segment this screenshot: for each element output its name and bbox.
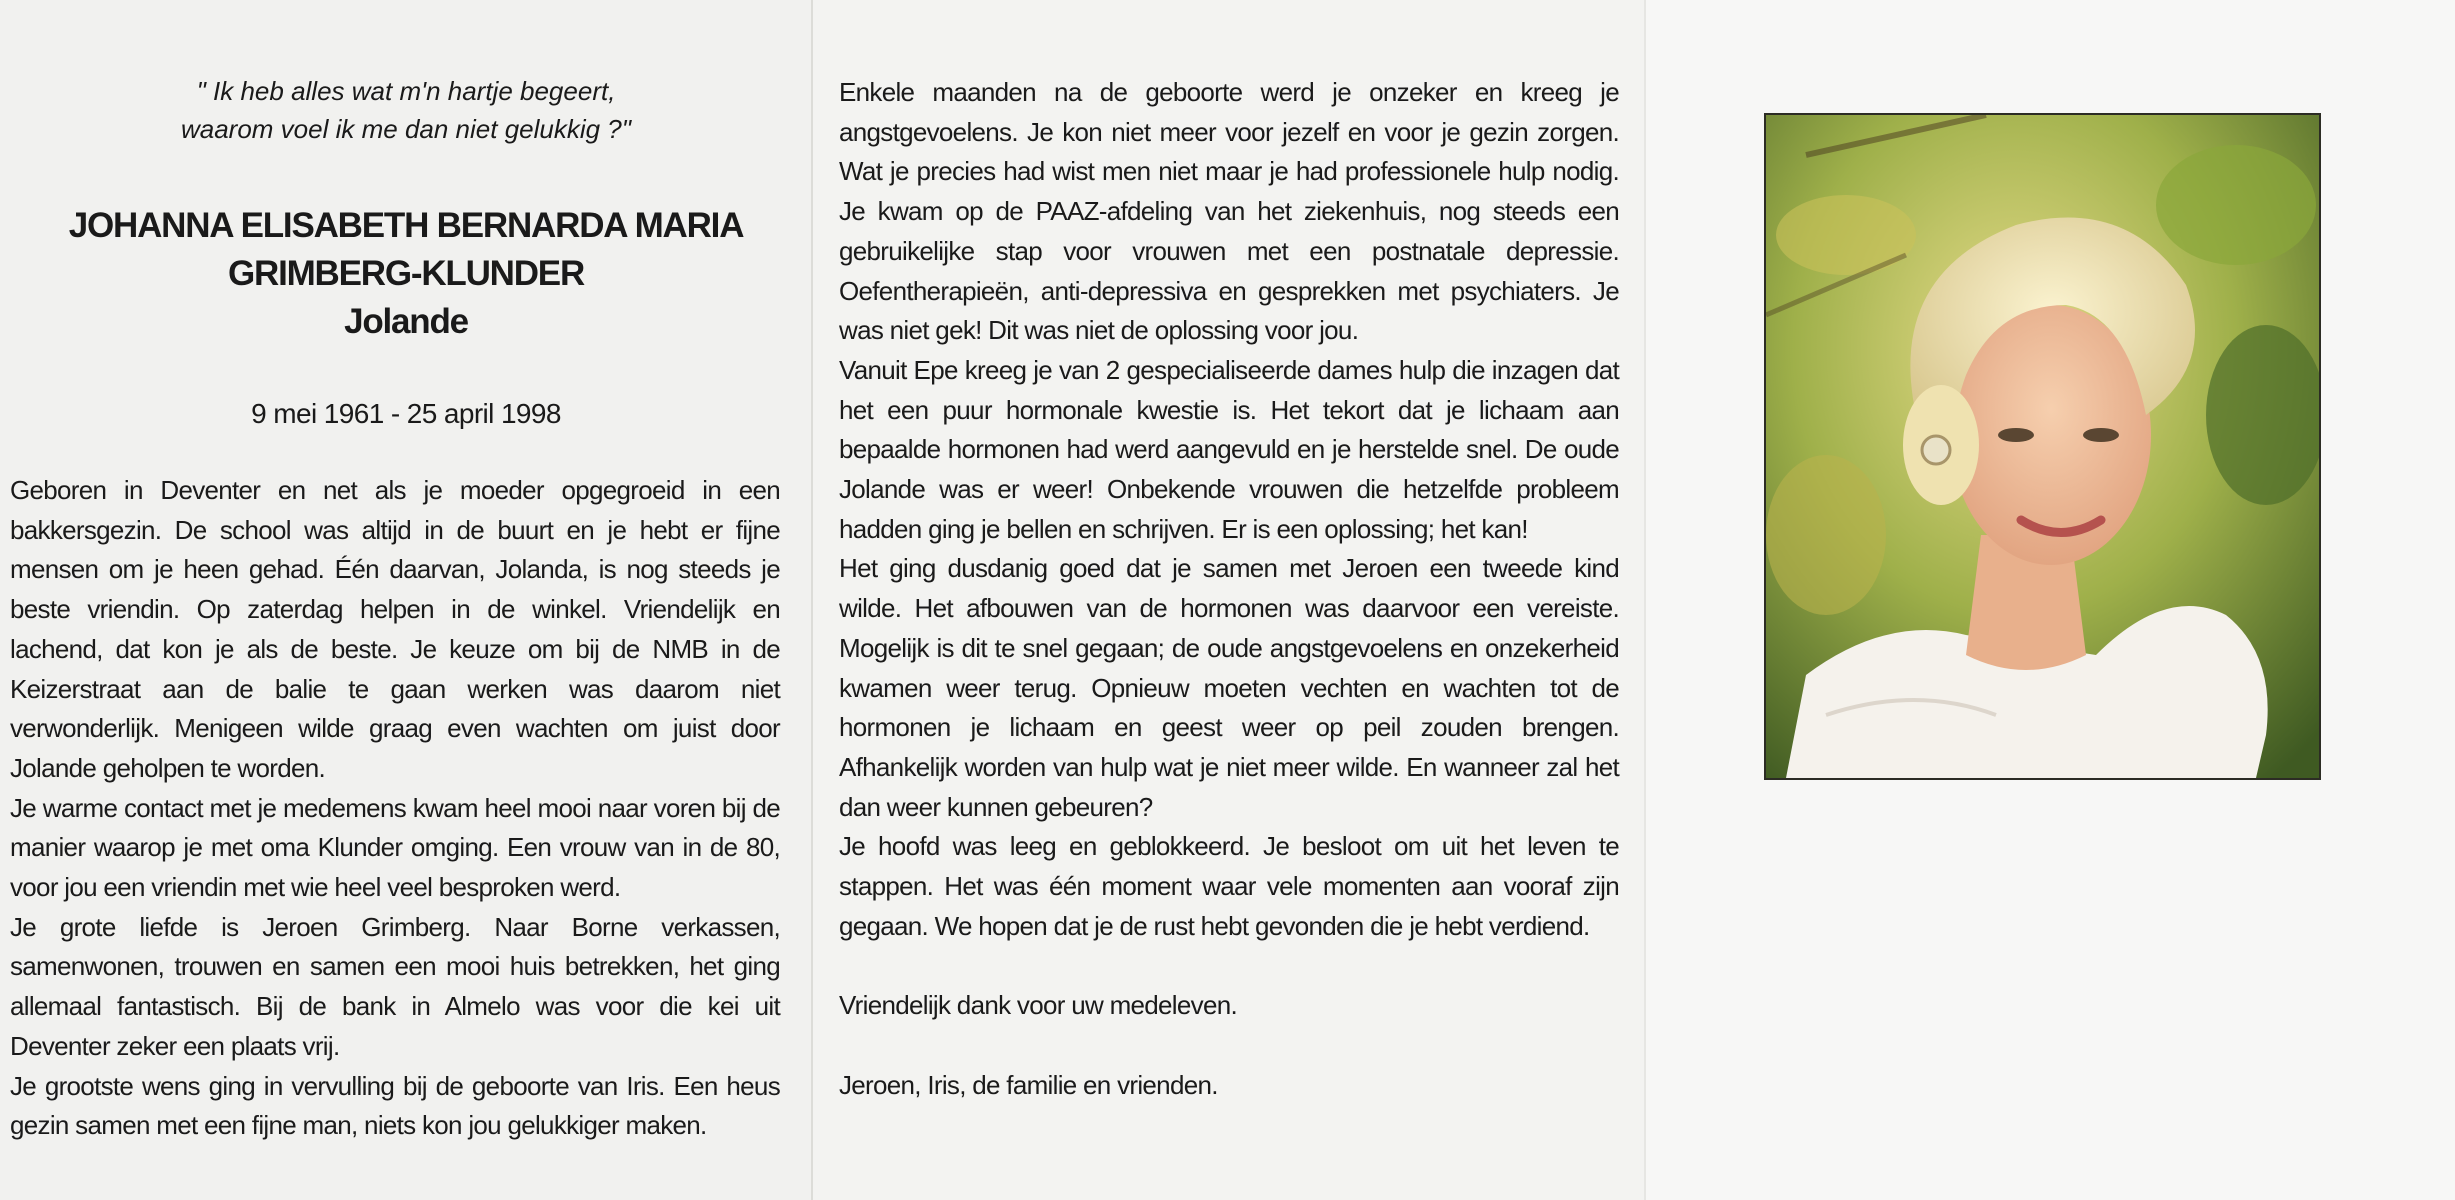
- paragraph-childhood: Geboren in Deventer en net als je moeder opgegroeid in een bakkersgezin. De school was altijd in de buurt en je hebt er fijne mensen om je heen gehad. Één daarvan, Jolanda, is nog steeds je beste vriendin. Op zaterdag helpen in de winkel. Vriendelijk en lachend, dat kon je als de beste. Je keuze om bij de NMB in de Keizerstraat aan de balie te gaan werken was daarom niet verwonderlijk. Menigeen wilde graag even wachten om juist door Jolande geholpen te worden.: [10, 475, 780, 783]
- paragraph-oma-klunder: Je warme contact met je medemens kwam heel mooi naar voren bij de manier waarop je met oma Klunder omging. Een vrouw van in de 80, voor jou een vriendin met wie heel veel besproken werd.: [10, 792, 780, 903]
- signature-line: Jeroen, Iris, de familie en vrienden.: [839, 1069, 1218, 1100]
- portrait-image: [1766, 115, 2319, 778]
- motto-line-1: " Ik heb alles wat m'n hartje begeert,: [196, 76, 616, 106]
- full-given-names: JOHANNA ELISABETH BERNARDA MARIA: [68, 206, 744, 245]
- middle-biography: [839, 73, 1619, 1105]
- fold-line: [811, 0, 813, 1200]
- thanks-line: Vriendelijk dank voor uw medeleven.: [839, 990, 1237, 1021]
- life-dates: 9 mei 1961 - 25 april 1998: [251, 398, 561, 429]
- motto-quote: [0, 72, 812, 148]
- card-left-panel: [0, 0, 812, 1200]
- spacer: [839, 1026, 1619, 1066]
- paragraph-iris: Je grootste wens ging in vervulling bij de geboorte van Iris. Een heus gezin samen met een fijne man, niets kon jou gelukkiger maken.: [10, 1070, 780, 1141]
- paragraph-farewell: Je hoofd was leeg en geblokkeerd. Je besloot om uit het leven te stappen. Het was één moment waar vele momenten aan vooraf zijn gegaan. We hopen dat je de rust hebt gevonden die je hebt verdiend.: [839, 831, 1619, 941]
- paragraph-relapse: Het ging dusdanig goed dat je samen met Jeroen een tweede kind wilde. Het afbouwen van de hormonen was daarvoor een vereiste. Mogelijk is dit te snel gegaan; de oude angstgevoelens en onzekerheid kwamen weer terug. Opnieuw moeten vechten en wachten tot de hormonen je lichaam en geest weer op peil zouden brengen. Afhankelijk worden van hulp wat je niet meer wilde. En wanneer zal het dan weer kunnen gebeuren?: [839, 553, 1619, 822]
- surname: GRIMBERG-KLUNDER: [227, 254, 585, 293]
- paragraph-depression: Enkele maanden na de geboorte werd je onzeker en kreeg je angstgevoelens. Je kon niet meer voor jezelf en voor je gezin zorgen. Wat je precies had wist men niet maar je had professionele hulp nodig. Je kwam op de PAAZ-afdeling van het ziekenhuis, nog steeds een gebruikelijke stap voor vrouwen met een postnatale depressie. Oefentherapieën, anti-depressiva en gesprekken met psychiaters. Je was niet gek! Dit was niet de oplossing voor jou.: [839, 77, 1619, 346]
- left-biography: [10, 471, 780, 1146]
- deceased-name: [0, 202, 812, 346]
- motto-line-2: waarom voel ik me dan niet gelukkig ?": [180, 114, 631, 144]
- nickname: Jolande: [344, 302, 468, 341]
- fold-line: [1644, 0, 1646, 1200]
- spacer: [839, 946, 1619, 986]
- paragraph-recovery: Vanuit Epe kreeg je van 2 gespecialiseerde dames hulp die inzagen dat het een puur hormonale kwestie is. Het tekort dat je lichaam aan bepaalde hormonen had werd aangevuld en je herstelde snel. De oude Jolande was er weer! Onbekende vrouwen die hetzelfde probleem hadden ging je bellen en schrijven. Er is een oplossing; het kan!: [839, 354, 1619, 544]
- paragraph-jeroen: Je grote liefde is Jeroen Grimberg. Naar Borne verkassen, samenwonen, trouwen en samen een mooi huis betrekken, het ging allemaal fantastisch. Bij de bank in Almelo was voor die kei uit Deventer zeker een plaats vrij.: [10, 911, 780, 1061]
- portrait-photo: [1764, 113, 2321, 780]
